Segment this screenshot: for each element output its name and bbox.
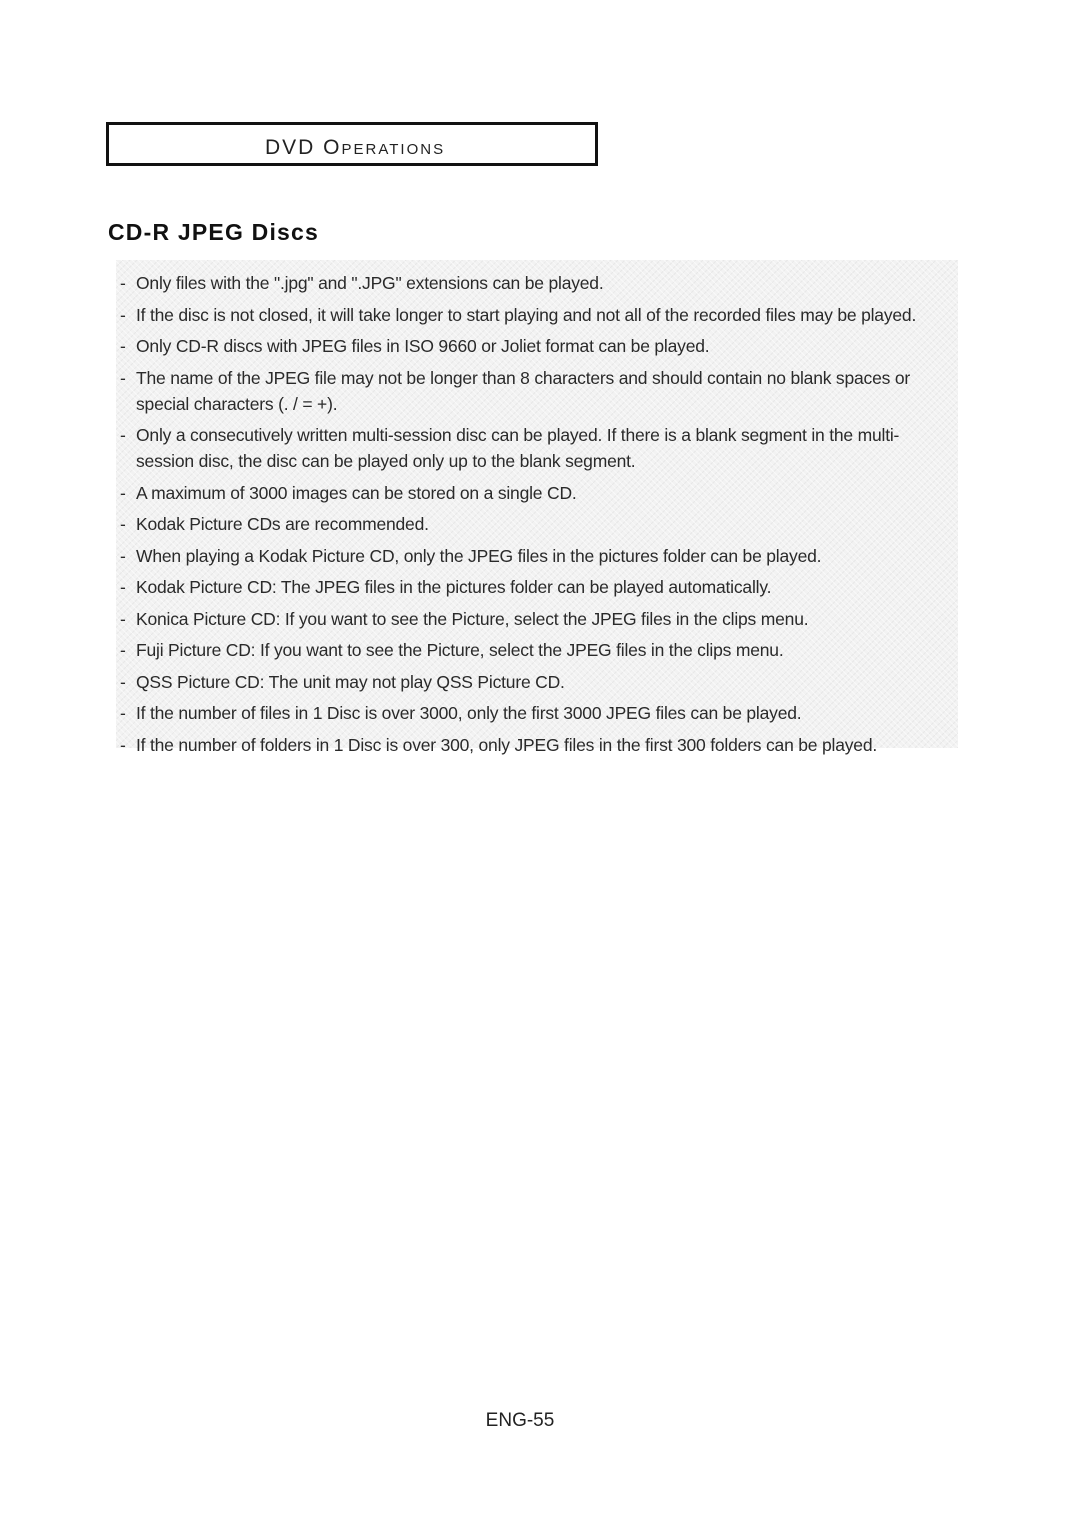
- note-text: Only a consecutively written multi-session disc can be played. If there is a blank segment in the multi-session disc, the disc can be played only up to the blank segment.: [136, 425, 900, 471]
- bullet-dash: -: [120, 734, 126, 755]
- bullet-dash: -: [120, 273, 126, 293]
- bullet-dash: -: [120, 671, 126, 692]
- note-text: Fuji Picture CD: If you want to see the Picture, select the JPEG files in the clips menu.: [136, 640, 784, 660]
- note-text: If the number of folders in 1 Disc is over 300, only JPEG files in the first 300 folders can be played.: [136, 734, 878, 755]
- note-item: [116, 480, 958, 506]
- note-text: When playing a Kodak Picture CD, only the JPEG files in the pictures folder can be played.: [136, 545, 822, 566]
- note-item: [116, 700, 958, 726]
- note-item: [116, 669, 958, 695]
- note-text: Only files with the ".jpg" and ".JPG" extensions can be played.: [136, 273, 604, 293]
- note-item: [116, 302, 958, 328]
- note-text: Only CD-R discs with JPEG files in ISO 9660 or Joliet format can be played.: [136, 336, 710, 356]
- note-item: [116, 732, 958, 758]
- note-item: [116, 543, 958, 569]
- note-item: [116, 365, 958, 417]
- note-item: [116, 574, 958, 600]
- bullet-dash: -: [120, 640, 126, 660]
- bullet-dash: -: [120, 514, 126, 534]
- note-text: A maximum of 3000 images can be stored on a single CD.: [136, 482, 577, 503]
- notes-panel: [116, 260, 958, 755]
- note-text: Konica Picture CD: If you want to see the Picture, select the JPEG files in the clips menu.: [136, 608, 809, 629]
- bullet-dash: -: [120, 608, 126, 629]
- note-text: Kodak Picture CD: The JPEG files in the pictures folder can be played automatically.: [136, 577, 772, 597]
- bullet-dash: -: [120, 367, 126, 388]
- note-item: [116, 637, 958, 663]
- page-number: ENG-55: [485, 1410, 555, 1431]
- note-item: [116, 606, 958, 632]
- note-text: Kodak Picture CDs are recommended.: [136, 514, 429, 534]
- note-item: [116, 333, 958, 359]
- bullet-dash: -: [120, 577, 126, 597]
- bullet-dash: -: [120, 336, 126, 356]
- note-item: [116, 422, 958, 474]
- section-title: CD-R JPEG Discs: [108, 219, 320, 245]
- bullet-dash: -: [120, 703, 126, 723]
- chapter-header-title: DVD Operations: [265, 136, 446, 159]
- bullet-dash: -: [120, 545, 126, 566]
- note-text: QSS Picture CD: The unit may not play QSS Picture CD.: [136, 671, 565, 692]
- note-item: [116, 270, 958, 296]
- note-item: [116, 511, 958, 537]
- note-text: The name of the JPEG file may not be longer than 8 characters and should contain no blank spaces or special characters (. / = +).: [136, 367, 911, 414]
- bullet-dash: -: [120, 304, 126, 325]
- notes-list: [116, 260, 958, 758]
- note-text: If the disc is not closed, it will take longer to start playing and not all of the recorded files may be played.: [136, 304, 917, 325]
- note-text: If the number of files in 1 Disc is over 3000, only the first 3000 JPEG files can be played.: [136, 703, 802, 723]
- bullet-dash: -: [120, 425, 126, 445]
- bullet-dash: -: [120, 482, 126, 503]
- chapter-header-box: [106, 122, 598, 166]
